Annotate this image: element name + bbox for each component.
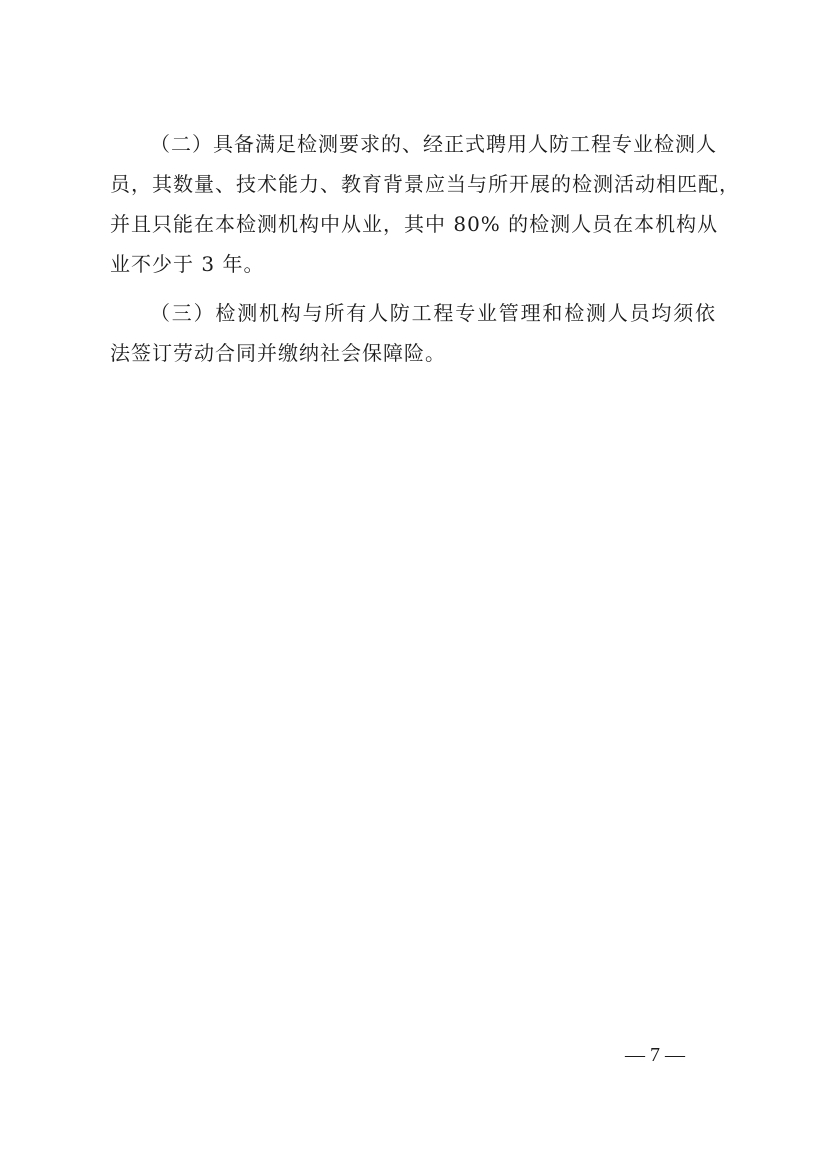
paragraph-line: （三）检测机构与所有人防工程专业管理和检测人员均须依 bbox=[150, 301, 716, 325]
paragraph-requirement-3 bbox=[110, 293, 716, 373]
paragraph-line: 并且只能在本检测机构中从业，其中 80% 的检测人员在本机构从 bbox=[110, 212, 719, 236]
paragraph-line: 法签订劳动合同并缴纳社会保障险。 bbox=[110, 341, 446, 365]
paragraph-line: （二）具备满足检测要求的、经正式聘用人防工程专业检测人 bbox=[150, 132, 717, 156]
paragraph-line: 员，其数量、技术能力、教育背景应当与所开展的检测活动相匹配， bbox=[110, 172, 740, 196]
body-text bbox=[110, 124, 740, 373]
paragraph-requirement-2 bbox=[110, 124, 740, 284]
paragraph-spacer bbox=[110, 284, 716, 293]
page-number: — 7 — bbox=[625, 1044, 685, 1066]
paragraph-line: 业不少于 3 年。 bbox=[110, 252, 265, 276]
